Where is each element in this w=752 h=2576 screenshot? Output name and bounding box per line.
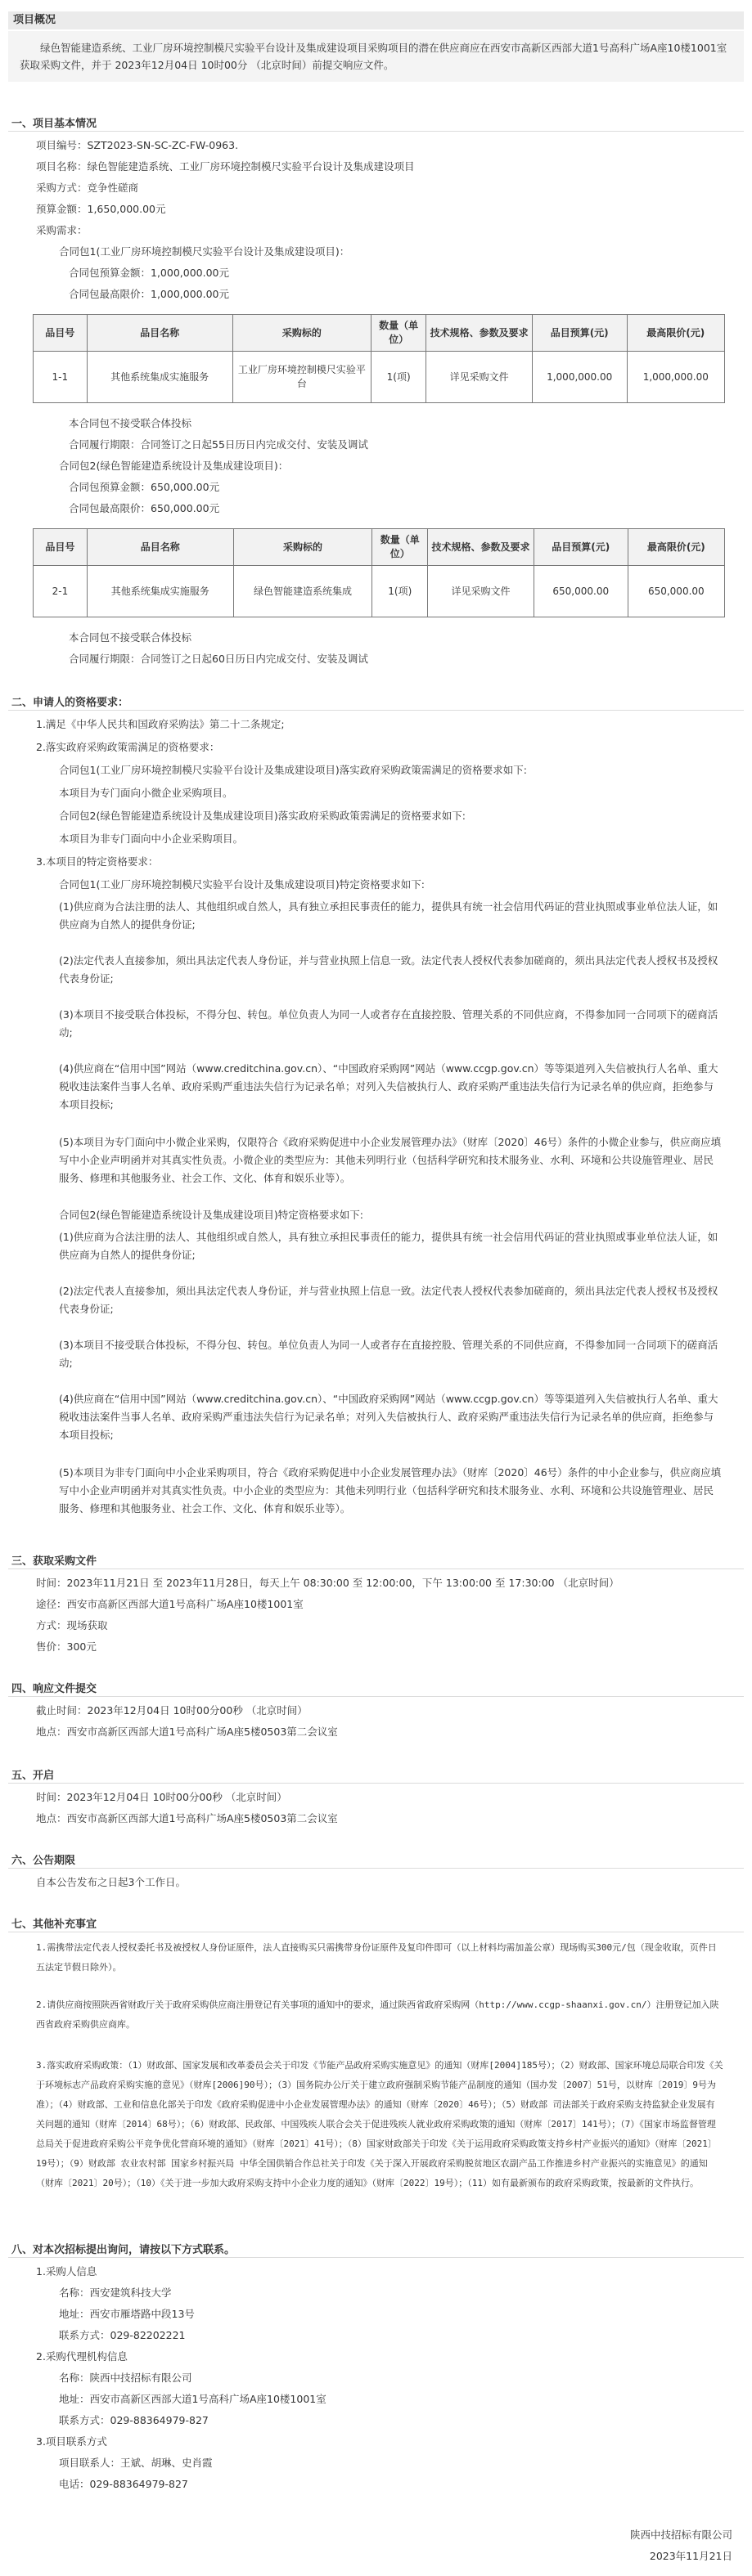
- table-cell: 详见采购文件: [426, 352, 532, 403]
- contact-heading: 3.项目联系方式: [36, 2435, 107, 2448]
- pkg1-table: [33, 314, 725, 403]
- open-time: 时间：2023年12月04日 10时00分00秒 （北京时间）: [36, 1791, 287, 1803]
- other-item: 2.请供应商按照陕西省财政厅关于政府采购供应商注册登记有关事项的通知中的要求，通过陕西省政府采购网（http://www.ccgp-shaanxi.gov.cn/）注册登记加入陕西省政府采购供应商库。: [36, 1999, 719, 2030]
- contact-line: 名称：陕西中技招标有限公司: [59, 2372, 192, 2384]
- table-cell: 绿色智能建造系统集成: [233, 566, 372, 617]
- get-way: 方式：现场获取: [36, 1619, 108, 1631]
- section-6-title: 六、公告期限: [11, 1855, 76, 1867]
- qual-line: 合同包1(工业厂房环境控制模尺实验平台设计及集成建设项目)落实政府采购政策需满足的资格要求如下:: [59, 764, 527, 776]
- get-place: 途径：西安市高新区西部大道1号高科广场A座10楼1001室: [36, 1598, 304, 1610]
- divider: [8, 2257, 744, 2258]
- pkg2-note1: 本合同包不接受联合体投标: [69, 631, 192, 644]
- qual-para: (3)本项目不接受联合体投标，不得分包、转包。单位负责人为同一人或者存在直接控股、管理关系的不同供应商，不得参加同一合同项下的磋商活动;: [59, 1008, 718, 1039]
- contact-line: 电话：029-88364979-827: [59, 2478, 188, 2490]
- other-item: 1.需携带法定代表人授权委托书及被授权人身份证原件，法人直接购买只需携带身份证原件及复印件即可（以上材料均需加盖公章）现场购买300元/包（现金收取，页件日五法定节假日除外）。: [36, 1942, 717, 1972]
- divider: [8, 1568, 744, 1569]
- table-header: 品目预算(元): [532, 315, 627, 352]
- section-8-title: 八、对本次招标提出询问，请按以下方式联系。: [11, 2244, 236, 2256]
- pkg1-note1: 本合同包不接受联合体投标: [69, 417, 192, 429]
- table-row: [34, 352, 725, 403]
- table-header: 数量（单位）: [372, 529, 428, 566]
- qual-para: (2)法定代表人直接参加，须出具法定代表人身份证，并与营业执照上信息一致。法定代表人授权代表参加磋商的，须出具法定代表人授权书及授权代表身份证;: [59, 1285, 718, 1315]
- signature-date: 2023年11月21日: [649, 2550, 732, 2562]
- table-cell: 1(项): [371, 352, 426, 403]
- qual-line: 1.满足《中华人民共和国政府采购法》第二十二条规定;: [36, 718, 285, 730]
- contact-line: 地址：西安市雁塔路中段13号: [59, 2308, 195, 2320]
- qual-line: 合同包2(绿色智能建造系统设计及集成建设项目)特定资格要求如下:: [59, 1209, 363, 1221]
- table-header: 技术规格、参数及要求: [426, 315, 532, 352]
- pkg1-budget: 合同包预算金额：1,000,000.00元: [69, 267, 229, 279]
- section-2-title: 二、申请人的资格要求：: [11, 697, 129, 709]
- pkg2-budget: 合同包预算金额：650,000.00元: [69, 481, 220, 493]
- period-text: 自本公告发布之日起3个工作日。: [36, 1876, 186, 1888]
- table-header: 采购标的: [232, 315, 371, 352]
- qual-para: (4)供应商在“信用中国”网站（www.creditchina.gov.cn）、“中国政府采购网”网站（www.ccgp.gov.cn）等等渠道列入失信被执行人名单、重大税收违法案件当事人名单、政府采购严重违法失信行为记录名单；对列入失信被执行人、政府采购严重违法失信行为记录名单的供应商，拒绝参与本项目投标;: [59, 1062, 718, 1111]
- qual-para: (4)供应商在“信用中国”网站（www.creditchina.gov.cn）、“中国政府采购网”网站（www.ccgp.gov.cn）等等渠道列入失信被执行人名单、重大税收违法案件当事人名单、政府采购严重违法失信行为记录名单；对列入失信被执行人、政府采购严重违法失信行为记录名单的供应商，拒绝参与本项目投标;: [59, 1393, 718, 1441]
- table-header: 品目名称: [87, 315, 232, 352]
- open-place: 地点：西安市高新区西部大道1号高科广场A座5楼0503第二会议室: [36, 1812, 338, 1824]
- table-cell: 2-1: [34, 566, 88, 617]
- pkg1-note2: 合同履行期限：合同签订之日起55日历日内完成交付、安装及调试: [69, 438, 368, 451]
- signature-org: 陕西中技招标有限公司: [629, 2529, 732, 2541]
- table-cell: 其他系统集成实施服务: [87, 566, 233, 617]
- qual-para: (5)本项目为专门面向中小微企业采购，仅限符合《政府采购促进中小企业发展管理办法》（财库〔2020〕46号）条件的小微企业参与，供应商应填写中小企业声明函并对其真实性负责。小微企业的类型应为：其他未列明行业（包括科学研究和技术服务业、水利、环境和公共设施管理业、居民服务、修理和其他服务业、社会工作、文化、体育和娱乐业等）。: [59, 1136, 722, 1184]
- table-cell: 其他系统集成实施服务: [87, 352, 232, 403]
- pkg1-title: 合同包1(工业厂房环境控制模尺实验平台设计及集成建设项目)：: [59, 245, 350, 258]
- qual-line: 合同包1(工业厂房环境控制模尺实验平台设计及集成建设项目)特定资格要求如下:: [59, 878, 425, 891]
- table-header: 品目号: [34, 315, 88, 352]
- table-header: 最高限价(元): [627, 315, 724, 352]
- contact-heading: 2.采购代理机构信息: [36, 2350, 128, 2363]
- divider: [8, 1868, 744, 1869]
- contact-line: 地址：西安市高新区西部大道1号高科广场A座10楼1001室: [59, 2393, 326, 2405]
- section-1-title: 一、项目基本情况: [11, 118, 97, 130]
- contact-line: 联系方式：029-88364979-827: [59, 2414, 209, 2426]
- procure-needs: 采购需求：: [36, 224, 88, 236]
- qual-para: (1)供应商为合法注册的法人、其他组织或自然人，具有独立承担民事责任的能力，提供具有统一社会信用代码证的营业执照或事业单位法人证，如供应商为自然人的提供身份证;: [59, 900, 718, 931]
- procure-method: 采购方式：竞争性磋商: [36, 182, 139, 194]
- qual-line: 3.本项目的特定资格要求：: [36, 855, 159, 868]
- table-header: 数量（单位）: [371, 315, 426, 352]
- pkg2-note2: 合同履行期限：合同签订之日起60日历日内完成交付、安装及调试: [69, 653, 368, 665]
- project-name: 项目名称：绿色智能建造系统、工业厂房环境控制模尺实验平台设计及集成建设项目: [36, 160, 415, 173]
- divider: [8, 1696, 744, 1697]
- table-header: 品目预算(元): [534, 529, 628, 566]
- table-cell: 1(项): [372, 566, 428, 617]
- section-7-title: 七、其他补充事宜: [11, 1919, 97, 1931]
- table-header: 最高限价(元): [628, 529, 724, 566]
- table-header: 技术规格、参数及要求: [428, 529, 534, 566]
- qual-para: (1)供应商为合法注册的法人、其他组织或自然人，具有独立承担民事责任的能力，提供具有统一社会信用代码证的营业执照或事业单位法人证，如供应商为自然人的提供身份证;: [59, 1231, 718, 1261]
- get-time: 时间：2023年11月21日 至 2023年11月28日，每天上午 08:30:00 至 12:00:00，下午 13:00:00 至 17:30:00 （北京时间）: [36, 1577, 619, 1589]
- qual-line: 2.落实政府采购政策需满足的资格要求：: [36, 741, 220, 753]
- summary-title: 项目概况: [8, 11, 744, 29]
- qual-line: 本项目为专门面向小微企业采购项目。: [59, 787, 233, 799]
- get-price: 售价：300元: [36, 1640, 97, 1653]
- qual-para: (5)本项目为非专门面向中小企业采购项目，符合《政府采购促进中小企业发展管理办法》（财库〔2020〕46号）条件的中小企业参与，供应商应填写中小企业声明函并对其真实性负责。中小企业的类型应为：其他未列明行业（包括科学研究和技术服务业、水利、环境和公共设施管理业、居民服务、修理和其他服务业、社会工作、文化、体育和娱乐业等）。: [59, 1466, 722, 1515]
- contact-heading: 1.采购人信息: [36, 2265, 97, 2278]
- pkg2-max: 合同包最高限价：650,000.00元: [69, 502, 220, 514]
- divider: [8, 1783, 744, 1784]
- other-item: 3.落实政府采购政策：（1）财政部、国家发展和改革委员会关于印发《节能产品政府采购实施意见》的通知（财库[2004]185号）；（2）财政部、国家环境总局联合印发《关于环境标志产品政府采购实施的意见》（财库[2006]90号）；（3）国务院办公厅关于建立政府强制采购节能产品制度的通知（国办发〔2007〕51号，以财库〔2019〕9号为准）；（4）财政部、工业和信息化部关于印发《政府采购促进中小企业发展管理办法》的通知（财库〔2020〕46号）；（5）财政部 司法部关于政府采购支持监狱企业发展有关问题的通知（财库〔2014〕68号）；（6）财政部、民政部、中国残疾人联合会关于促进残疾人就业政府采购政策的通知（财库〔2017〕141号）；（7）《国家市场监督管理总局关于促进政府采购公平竞争优化营商环境的通知》（财库〔2021〕41号）；（8）国家财政部关于印发《关于运用政府采购政策支持乡村产业振兴的通知》（财库〔2021〕19号）；（9）财政部 农业农村部 国家乡村振兴局 中华全国供销合作总社关于印发《关于深入开展政府采购脱贫地区农副产品工作推进乡村产业振兴的实施意见》的通知（财库〔2021〕20号）；（10）《关于进一步加大政府采购支持中小企业力度的通知》（财库〔2022〕19号）；（11）如有最新颁布的政府采购政策，按最新的文件执行。: [36, 2060, 723, 2188]
- table-cell: 650,000.00: [628, 566, 724, 617]
- section-4-title: 四、响应文件提交: [11, 1683, 97, 1695]
- table-row: [34, 566, 725, 617]
- contact-line: 联系方式：029-82202221: [59, 2329, 186, 2341]
- qual-para: (3)本项目不接受联合体投标，不得分包、转包。单位负责人为同一人或者存在直接控股、管理关系的不同供应商，不得参加同一合同项下的磋商活动;: [59, 1339, 718, 1369]
- qual-line: 本项目为非专门面向中小企业采购项目。: [59, 832, 244, 845]
- section-3-title: 三、获取采购文件: [11, 1555, 97, 1568]
- table-header: 品目号: [34, 529, 88, 566]
- table-cell: 650,000.00: [534, 566, 628, 617]
- qual-para: (2)法定代表人直接参加，须出具法定代表人身份证，并与营业执照上信息一致。法定代表人授权代表参加磋商的，须出具法定代表人授权书及授权代表身份证;: [59, 954, 718, 985]
- submit-place: 地点：西安市高新区西部大道1号高科广场A座5楼0503第二会议室: [36, 1726, 338, 1738]
- pkg2-title: 合同包2(绿色智能建造系统设计及集成建设项目)：: [59, 460, 289, 472]
- budget-amount: 预算金额：1,650,000.00元: [36, 203, 166, 215]
- submit-time: 截止时间：2023年12月04日 10时00分00秒 （北京时间）: [36, 1704, 308, 1717]
- summary-text: 绿色智能建造系统、工业厂房环境控制模尺实验平台设计及集成建设项目采购项目的潜在供应商应在西安市高新区西部大道1号高科广场A座10楼1001室获取采购文件，并于 2023年12月04日 10时00分 （北京时间）前提交响应文件。: [8, 31, 744, 82]
- divider: [8, 131, 744, 132]
- table-cell: 1,000,000.00: [627, 352, 724, 403]
- table-cell: 工业厂房环境控制模尺实验平台: [232, 352, 371, 403]
- table-cell: 1-1: [34, 352, 88, 403]
- contact-line: 名称：西安建筑科技大学: [59, 2287, 172, 2299]
- table-header: 采购标的: [233, 529, 372, 566]
- table-header: 品目名称: [87, 529, 233, 566]
- contact-line: 项目联系人：王斌、胡琳、史肖霞: [59, 2457, 213, 2469]
- table-cell: 1,000,000.00: [532, 352, 627, 403]
- pkg2-table: [33, 528, 725, 617]
- section-5-title: 五、开启: [11, 1770, 55, 1782]
- project-code: 项目编号：SZT2023-SN-SC-ZC-FW-0963.: [36, 139, 239, 151]
- qual-line: 合同包2(绿色智能建造系统设计及集成建设项目)落实政府采购政策需满足的资格要求如下:: [59, 810, 466, 822]
- pkg1-max: 合同包最高限价：1,000,000.00元: [69, 288, 229, 300]
- table-cell: 详见采购文件: [428, 566, 534, 617]
- divider: [8, 710, 744, 711]
